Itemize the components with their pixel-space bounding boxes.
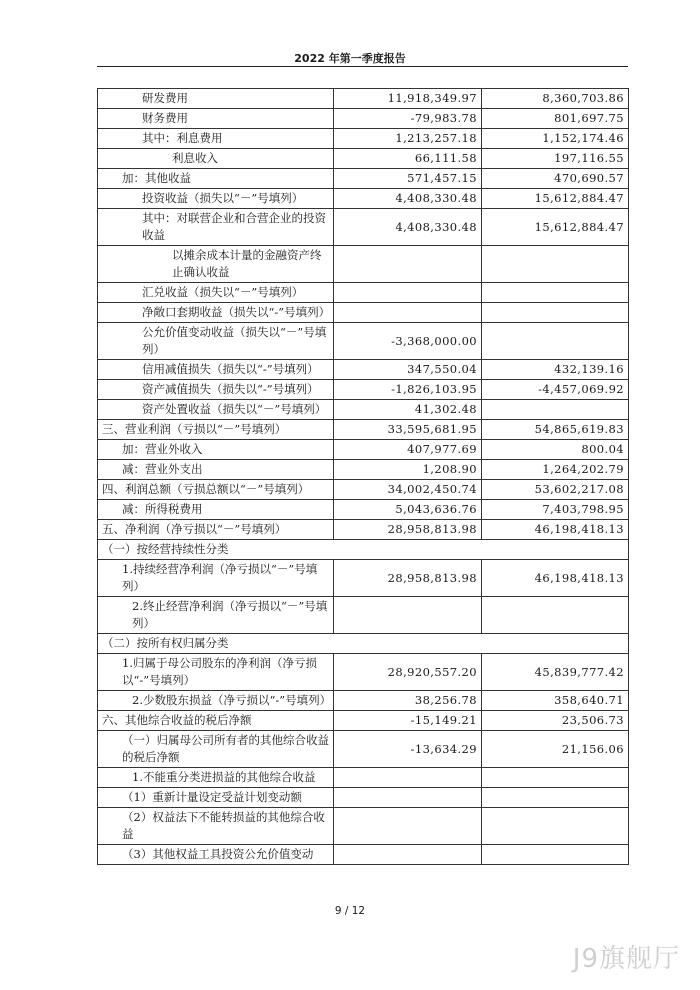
prior-period-value: 1,152,174.46 <box>482 129 629 149</box>
row-label: 1.持续经营净利润（净亏损以“－”号填列） <box>98 560 334 597</box>
table-row <box>98 597 629 634</box>
row-label: 1.归属于母公司股东的净利润（净亏损以“-”号填列） <box>98 654 334 691</box>
row-label: 1.不能重分类进损益的其他综合收益 <box>98 768 334 788</box>
row-label: （3）其他权益工具投资公允价值变动 <box>98 845 334 865</box>
row-label: 三、营业利润（亏损以“－”号填列） <box>98 420 334 440</box>
prior-period-value <box>482 323 629 360</box>
row-label: （2）权益法下不能转损益的其他综合收益 <box>98 808 334 845</box>
row-label: 利息收入 <box>98 149 334 169</box>
row-label: 2.少数股东损益（净亏损以“-”号填列） <box>98 691 334 711</box>
row-label: 减：所得税费用 <box>98 500 334 520</box>
current-period-value: 1,213,257.18 <box>334 129 482 149</box>
current-period-value: -79,983.78 <box>334 109 482 129</box>
prior-period-value: 53,602,217.08 <box>482 480 629 500</box>
table-row <box>98 380 629 400</box>
row-label: 公允价值变动收益（损失以“－”号填列） <box>98 323 334 360</box>
table-row <box>98 520 629 540</box>
report-title: 2022 年第一季度报告 <box>294 52 406 65</box>
current-period-value <box>334 246 482 283</box>
prior-period-value <box>482 400 629 420</box>
table-row <box>98 654 629 691</box>
table-row <box>98 89 629 109</box>
table-row <box>98 768 629 788</box>
row-label: 其中：对联营企业和合营企业的投资收益 <box>98 209 334 246</box>
current-period-value: 407,977.69 <box>334 440 482 460</box>
current-period-value <box>334 808 482 845</box>
prior-period-value: 15,612,884.47 <box>482 209 629 246</box>
current-period-value: 5,043,636.76 <box>334 500 482 520</box>
prior-period-value: 46,198,418.13 <box>482 560 629 597</box>
current-period-value: -15,149.21 <box>334 711 482 731</box>
prior-period-value: 46,198,418.13 <box>482 520 629 540</box>
table-row <box>98 808 629 845</box>
income-statement-rows <box>98 89 629 865</box>
current-period-value: 34,002,450.74 <box>334 480 482 500</box>
row-label: 汇兑收益（损失以“－”号填列） <box>98 283 334 303</box>
row-label: 资产减值损失（损失以“-”号填列） <box>98 380 334 400</box>
table-row <box>98 711 629 731</box>
prior-period-value: 15,612,884.47 <box>482 189 629 209</box>
prior-period-value: 800.04 <box>482 440 629 460</box>
table-row <box>98 189 629 209</box>
table-row <box>98 460 629 480</box>
prior-period-value: 470,690.57 <box>482 169 629 189</box>
prior-period-value <box>482 808 629 845</box>
prior-period-value <box>482 597 629 634</box>
table-row <box>98 323 629 360</box>
table-row <box>98 109 629 129</box>
table-row <box>98 560 629 597</box>
row-label: 投资收益（损失以“－”号填列） <box>98 189 334 209</box>
current-period-value: 347,550.04 <box>334 360 482 380</box>
current-period-value <box>334 788 482 808</box>
table-row <box>98 246 629 283</box>
prior-period-value: -4,457,069.92 <box>482 380 629 400</box>
row-label: 四、利润总额（亏损总额以“－”号填列） <box>98 480 334 500</box>
row-label: 研发费用 <box>98 89 334 109</box>
row-label: （一）归属母公司所有者的其他综合收益的税后净额 <box>98 731 334 768</box>
row-label: 加：营业外收入 <box>98 440 334 460</box>
header-divider <box>97 66 628 67</box>
current-period-value: -13,634.29 <box>334 731 482 768</box>
table-row <box>98 360 629 380</box>
row-label: 以摊余成本计量的金融资产终止确认收益 <box>98 246 334 283</box>
table-row <box>98 283 629 303</box>
current-period-value <box>334 768 482 788</box>
current-period-value: 41,302.48 <box>334 400 482 420</box>
row-label: （二）按所有权归属分类 <box>98 634 629 654</box>
table-row <box>98 400 629 420</box>
prior-period-value: 1,264,202.79 <box>482 460 629 480</box>
table-row <box>98 500 629 520</box>
row-label: 资产处置收益（损失以“－”号填列） <box>98 400 334 420</box>
current-period-value: 571,457.15 <box>334 169 482 189</box>
table-row <box>98 440 629 460</box>
table-row <box>98 540 629 560</box>
table-row <box>98 209 629 246</box>
row-label: 信用减值损失（损失以“-”号填列） <box>98 360 334 380</box>
current-period-value: 38,256.78 <box>334 691 482 711</box>
current-period-value <box>334 303 482 323</box>
table-row <box>98 480 629 500</box>
table-row <box>98 691 629 711</box>
table-row <box>98 788 629 808</box>
prior-period-value: 21,156.06 <box>482 731 629 768</box>
current-period-value: 1,208.90 <box>334 460 482 480</box>
watermark: J9旗舰厅 <box>572 944 680 974</box>
row-label: 减：营业外支出 <box>98 460 334 480</box>
prior-period-value: 8,360,703.86 <box>482 89 629 109</box>
table-row <box>98 634 629 654</box>
current-period-value: 28,958,813.98 <box>334 560 482 597</box>
table-row <box>98 169 629 189</box>
current-period-value: 33,595,681.95 <box>334 420 482 440</box>
prior-period-value: 358,640.71 <box>482 691 629 711</box>
current-period-value: 4,408,330.48 <box>334 209 482 246</box>
table-row <box>98 845 629 865</box>
row-label: 2.终止经营净利润（净亏损以“－”号填列） <box>98 597 334 634</box>
row-label: 其中：利息费用 <box>98 129 334 149</box>
prior-period-value: 197,116.55 <box>482 149 629 169</box>
table-row <box>98 420 629 440</box>
current-period-value <box>334 845 482 865</box>
current-period-value: -1,826,103.95 <box>334 380 482 400</box>
table-row <box>98 303 629 323</box>
prior-period-value <box>482 303 629 323</box>
prior-period-value <box>482 283 629 303</box>
page-number: 9 / 12 <box>334 905 366 917</box>
row-label: 加：其他收益 <box>98 169 334 189</box>
current-period-value: 66,111.58 <box>334 149 482 169</box>
prior-period-value: 432,139.16 <box>482 360 629 380</box>
prior-period-value: 45,839,777.42 <box>482 654 629 691</box>
current-period-value: 28,920,557.20 <box>334 654 482 691</box>
prior-period-value <box>482 845 629 865</box>
current-period-value <box>334 597 482 634</box>
table-row <box>98 731 629 768</box>
prior-period-value: 801,697.75 <box>482 109 629 129</box>
current-period-value: 11,918,349.97 <box>334 89 482 109</box>
income-statement-table <box>97 88 629 865</box>
current-period-value: -3,368,000.00 <box>334 323 482 360</box>
row-label: 五、净利润（净亏损以“－”号填列） <box>98 520 334 540</box>
prior-period-value: 54,865,619.83 <box>482 420 629 440</box>
row-label: 六、其他综合收益的税后净额 <box>98 711 334 731</box>
current-period-value <box>334 283 482 303</box>
row-label: 净敞口套期收益（损失以“-”号填列） <box>98 303 334 323</box>
current-period-value: 28,958,813.98 <box>334 520 482 540</box>
row-label: （1）重新计量设定受益计划变动额 <box>98 788 334 808</box>
table-row <box>98 149 629 169</box>
row-label: （一）按经营持续性分类 <box>98 540 629 560</box>
table-row <box>98 129 629 149</box>
row-label: 财务费用 <box>98 109 334 129</box>
prior-period-value: 23,506.73 <box>482 711 629 731</box>
prior-period-value <box>482 788 629 808</box>
current-period-value: 4,408,330.48 <box>334 189 482 209</box>
prior-period-value: 7,403,798.95 <box>482 500 629 520</box>
prior-period-value <box>482 246 629 283</box>
prior-period-value <box>482 768 629 788</box>
